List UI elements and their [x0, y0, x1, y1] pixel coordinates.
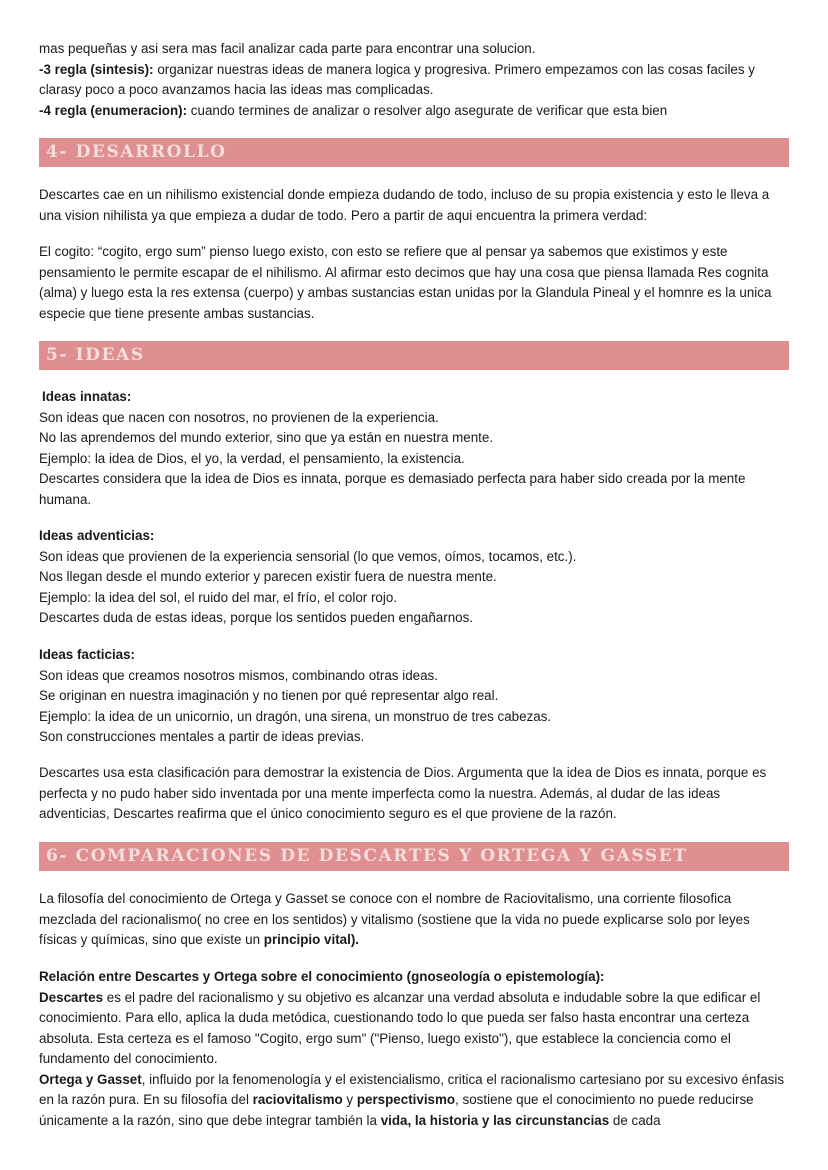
raciovitalismo-term: raciovitalismo	[252, 1092, 343, 1107]
regla-3-label: -3 regla (sintesis):	[39, 61, 154, 77]
regla-4	[39, 101, 791, 122]
ortega-paragraph	[39, 1070, 791, 1132]
raciovitalismo-text: La filosofía del conocimiento de Ortega y Gasset se conoce con el nombre de Raciovitalismo, una corriente filosofica mezclada del racionalismo( no cree en los sentidos) y vitalismo (sostiene que la vida no puede explicarse solo por leyes físicas y químicas, sino que existe un	[39, 891, 750, 947]
descartes-name: Descartes	[39, 989, 104, 1005]
ideas-conclusion-text: Descartes usa esta clasificación para demostrar la existencia de Dios. Argumenta que la idea de Dios es innata, porque es perfecta y no pudo haber sido inventada por una mente imperfecta como la nuestra. Además, al dudar de las ideas adventicias, Descartes reafirma que el único conocimiento seguro es el que proviene de la razón.	[39, 765, 767, 821]
intro-rules	[39, 39, 791, 121]
section-banner-desarrollo	[39, 138, 789, 167]
list-item: Son ideas que nacen con nosotros, no provienen de la experiencia.	[39, 409, 439, 425]
list-item: Se originan en nuestra imaginación y no tienen por qué representar algo real.	[39, 688, 499, 703]
comparaciones-paragraph-1	[39, 889, 791, 951]
desarrollo-paragraph-2	[39, 242, 791, 324]
section-title-comparaciones: 6- COMPARACIONES DE DESCARTES Y ORTEGA Y GASSET	[46, 846, 688, 866]
section-banner-ideas	[39, 341, 789, 370]
intro-line: mas pequeñas y asi sera mas facil analizar cada parte para encontrar una solucion.	[39, 41, 536, 56]
desarrollo-paragraph-1	[39, 185, 791, 226]
ideas-innatas	[39, 387, 791, 510]
perspectivismo-term: perspectivismo	[356, 1092, 456, 1107]
ortega-text-1: , influido por la fenomenología y el existencialismo, critica el racionalismo cartesiano por su excesivo énfasis en la razón pura. En su filosofía del	[39, 1071, 785, 1107]
ideas-adventicias-heading: Ideas adventicias:	[39, 528, 155, 543]
list-item: Descartes duda de estas ideas, porque los sentidos pueden engañarnos.	[39, 610, 474, 625]
ortega-text-2: y	[342, 1092, 357, 1107]
list-item: Ejemplo: la idea de un unicornio, un dragón, una sirena, un monstruo de tres cabezas.	[39, 708, 552, 724]
vida-historia-term: vida, la historia y las circunstancias	[380, 1112, 610, 1128]
section-banner-comparaciones	[39, 842, 789, 871]
ideas-facticias	[39, 645, 791, 748]
list-item: Son ideas que creamos nosotros mismos, combinando otras ideas.	[39, 667, 438, 683]
list-item: Son construcciones mentales a partir de ideas previas.	[39, 729, 365, 744]
list-item: Son ideas que provienen de la experiencia sensorial (lo que vemos, oímos, tocamos, etc.).	[39, 548, 577, 564]
principio-vital: principio vital).	[263, 932, 360, 947]
ideas-conclusion	[39, 763, 791, 825]
regla-3-text: organizar nuestras ideas de manera logica y progresiva. Primero empezamos con las cosas faciles y clarasy poco a poco avanzamos hacia las ideas mas complicadas.	[39, 61, 755, 97]
section-title-ideas: 5- IDEAS	[46, 345, 145, 365]
ideas-innatas-heading: Ideas innatas:	[42, 389, 132, 404]
ideas-facticias-heading: Ideas facticias:	[39, 647, 136, 662]
regla-4-label: -4 regla (enumeracion):	[39, 102, 188, 118]
regla-3	[39, 60, 791, 101]
list-item: Ejemplo: la idea de Dios, el yo, la verdad, el pensamiento, la existencia.	[39, 450, 465, 466]
desarrollo-p1: Descartes cae en un nihilismo existencial donde empieza dudando de todo, incluso de su propia existencia y esto le lleva a una vision nihilista ya que empieza a dudar de todo. Pero a partir de aqui encuentra la primera verdad:	[39, 187, 770, 223]
ortega-name: Ortega y Gasset	[39, 1071, 142, 1087]
descartes-paragraph	[39, 988, 791, 1070]
list-item: Descartes considera que la idea de Dios es innata, porque es demasiado perfecta para haber sido creada por la mente humana.	[39, 471, 746, 507]
desarrollo-p2: El cogito: “cogito, ergo sum” pienso luego existo, con esto se refiere que al pensar ya sabemos que existimos y este pensamiento le permite escapar de el nihilismo. Al afirmar esto decimos que hay una cosa que piensa llamada Res cognita (alma) y luego esta la res extensa (cuerpo) y ambas sustancias estan unidas por la Glandula Pineal y el homnre es la unica especie que tiene presente ambas sustancias.	[39, 244, 772, 321]
list-item: No las aprendemos del mundo exterior, sino que ya están en nuestra mente.	[39, 430, 494, 445]
descartes-text: es el padre del racionalismo y su objetivo es alcanzar una verdad absoluta e indudable sobre la que edificar el conocimiento. Para ello, aplica la duda metódica, cuestionando todo lo que pueda ser falso hasta encontrar una certeza absoluta. Esta certeza es el famoso "Cogito, ergo sum" ("Pienso, luego existo"), que establece la conciencia como el fundamento del conocimiento.	[39, 989, 761, 1066]
ortega-text-3: , sostiene que el conocimiento no puede reducirse únicamente a la razón, sino que debe integrar también la	[39, 1092, 754, 1128]
ortega-text-4: de cada	[609, 1112, 661, 1128]
comparaciones-relacion	[39, 967, 791, 1131]
section-title-desarrollo: 4- DESARROLLO	[46, 142, 227, 162]
ideas-adventicias	[39, 526, 791, 629]
list-item: Ejemplo: la idea del sol, el ruido del mar, el frío, el color rojo.	[39, 589, 398, 605]
relacion-heading: Relación entre Descartes y Ortega sobre el conocimiento (gnoseología o epistemología):	[39, 969, 605, 984]
list-item: Nos llegan desde el mundo exterior y parecen existir fuera de nuestra mente.	[39, 569, 497, 584]
regla-4-text: cuando termines de analizar o resolver algo asegurate de verificar que esta bien	[187, 102, 668, 118]
